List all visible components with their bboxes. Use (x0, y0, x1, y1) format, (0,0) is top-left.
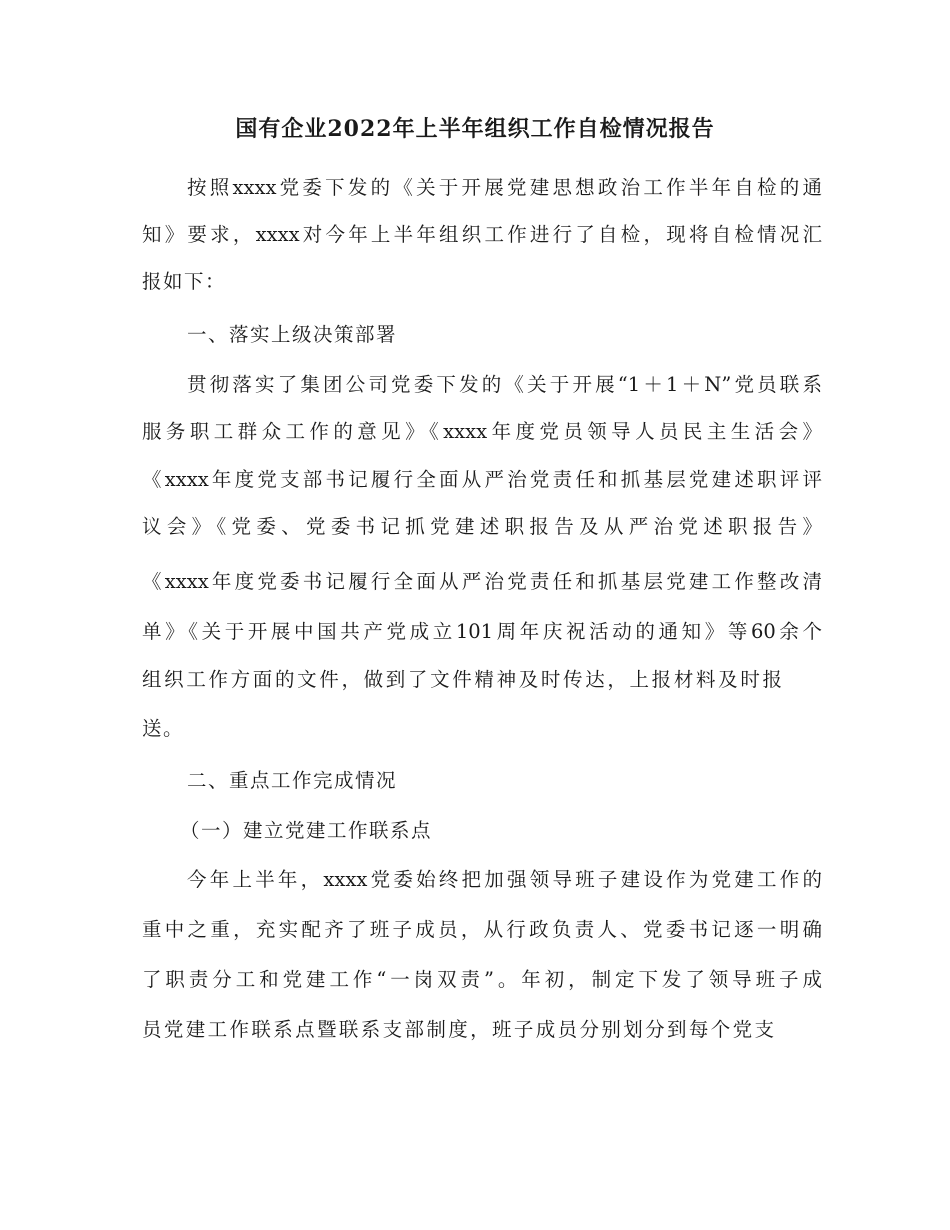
paragraph-line: 知》要求，xxxx对今年上半年组织工作进行了自检，现将自检情况汇 (142, 223, 822, 246)
subsection-heading: （一）建立党建工作联系点 (180, 819, 433, 842)
paragraph-line: 《xxxx年度党支部书记履行全面从严治党责任和抓基层党建述职评评 (142, 468, 822, 491)
section-heading: 二、重点工作完成情况 (187, 769, 398, 792)
paragraph-line: 重中之重，充实配齐了班子成员，从行政负责人、党委书记逐一明确 (142, 918, 822, 941)
section-heading: 一、落实上级决策部署 (187, 323, 398, 346)
document-title: 国有企业2022年上半年组织工作自检情况报告 (235, 116, 715, 142)
paragraph-line: 贯彻落实了集团公司党委下发的《关于开展“1＋1＋N”党员联系 (187, 373, 822, 396)
paragraph-line: 今年上半年，xxxx党委始终把加强领导班子建设作为党建工作的 (187, 868, 822, 891)
paragraph-line: 单》《关于开展中国共产党成立101周年庆祝活动的通知》等60余个 (142, 620, 822, 643)
paragraph-line: 《xxxx年度党委书记履行全面从严治党责任和抓基层党建工作整改清 (142, 570, 822, 593)
paragraph-line: 组织工作方面的文件，做到了文件精神及时传达，上报材料及时报 (142, 668, 782, 691)
paragraph-line: 送。 (142, 717, 185, 740)
paragraph-line: 报如下： (142, 270, 227, 293)
paragraph-line: 按照xxxx党委下发的《关于开展党建思想政治工作半年自检的通 (187, 176, 822, 199)
paragraph-line: 议会》《党委、党委书记抓党建述职报告及从严治党述职报告》 (142, 515, 822, 538)
paragraph-line: 服务职工群众工作的意见》《xxxx年度党员领导人员民主生活会》 (142, 420, 822, 443)
paragraph-line: 员党建工作联系点暨联系支部制度，班子成员分别划分到每个党支 (142, 1018, 774, 1041)
paragraph-line: 了职责分工和党建工作“一岗双责”。年初，制定下发了领导班子成 (142, 968, 822, 991)
